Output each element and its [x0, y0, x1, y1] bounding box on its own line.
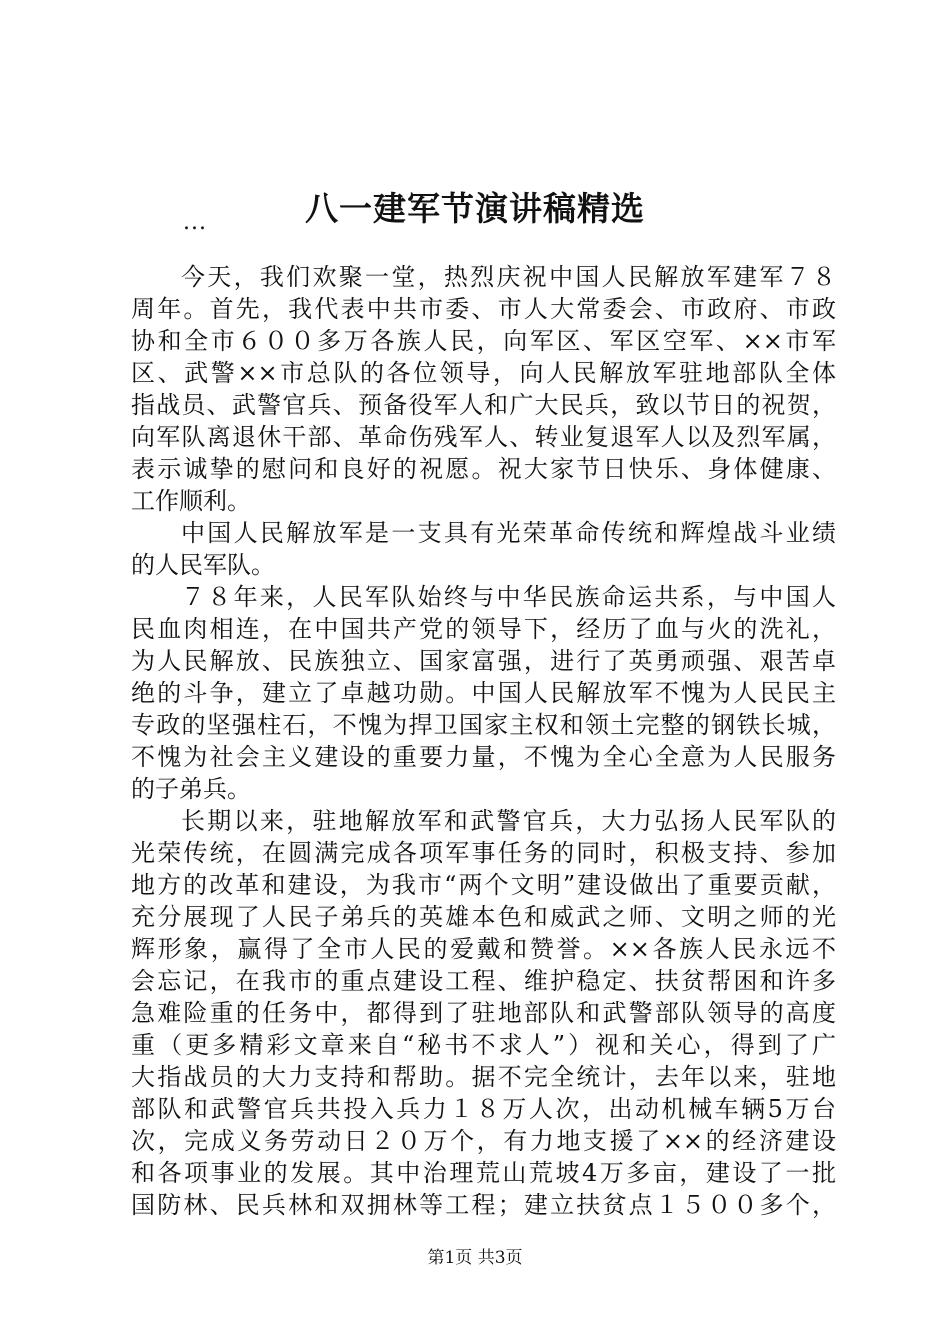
- text-line: 急难险重的任务中，都得到了驻地部队和武警部队领导的高度: [131, 999, 836, 1027]
- text-line: 和各项事业的发展。其中治理荒山荒坡4万多亩，建设了一批: [131, 1159, 836, 1187]
- text-line: 国防林、民兵林和双拥林等工程；建立扶贫点１５００多个，: [131, 1191, 836, 1219]
- text-line: 周年。首先，我代表中共市委、市人大常委会、市政府、市政: [131, 295, 836, 323]
- text-line: 为人民解放、民族独立、国家富强，进行了英勇顽强、艰苦卓: [131, 647, 836, 675]
- text-line: 长期以来，驻地解放军和武警官兵，大力弘扬人民军队的: [181, 807, 836, 835]
- text-line: 今天，我们欢聚一堂，热烈庆祝中国人民解放军建军７８: [181, 263, 836, 291]
- text-line: 绝的斗争，建立了卓越功勋。中国人民解放军不愧为人民民主: [131, 679, 836, 707]
- text-line: 向军队离退休干部、革命伤残军人、转业复退军人以及烈军属，: [131, 423, 836, 451]
- document-title: 八一建军节演讲稿精选: [305, 189, 645, 228]
- ellipsis-mark: ...: [183, 210, 207, 235]
- text-line: 的人民军队。: [131, 551, 275, 579]
- text-line: 表示诚挚的慰问和良好的祝愿。祝大家节日快乐、身体健康、: [131, 455, 836, 483]
- text-line: 的子弟兵。: [131, 775, 251, 803]
- text-line: 民血肉相连，在中国共产党的领导下，经历了血与火的洗礼，: [131, 615, 836, 643]
- document-body: [131, 261, 836, 1221]
- text-line: 区、武警××市总队的各位领导，向人民解放军驻地部队全体: [131, 359, 836, 387]
- page-footer: 第1页 共3页: [427, 1248, 523, 1268]
- text-line: 重（更多精彩文章来自“秘书不求人”）视和关心，得到了广: [131, 1031, 836, 1059]
- text-line: 协和全市６００多万各族人民，向军区、军区空军、××市军: [131, 327, 836, 355]
- text-line: 充分展现了人民子弟兵的英雄本色和威武之师、文明之师的光: [131, 903, 836, 931]
- text-line: 指战员、武警官兵、预备役军人和广大民兵，致以节日的祝贺，: [131, 391, 836, 419]
- text-line: 地方的改革和建设，为我市“两个文明”建设做出了重要贡献，: [131, 871, 836, 899]
- text-line: 会忘记，在我市的重点建设工程、维护稳定、扶贫帮困和许多: [131, 967, 836, 995]
- text-line: 工作顺利。: [131, 487, 251, 515]
- text-line: 大指战员的大力支持和帮助。据不完全统计，去年以来，驻地: [131, 1063, 836, 1091]
- text-line: 中国人民解放军是一支具有光荣革命传统和辉煌战斗业绩: [181, 519, 836, 547]
- text-line: 光荣传统，在圆满完成各项军事任务的同时，积极支持、参加: [131, 839, 836, 867]
- text-line: 次，完成义务劳动日２０万个，有力地支援了××的经济建设: [131, 1127, 836, 1155]
- text-line: 专政的坚强柱石，不愧为捍卫国家主权和领土完整的钢铁长城，: [131, 711, 836, 739]
- text-line: 部队和武警官兵共投入兵力１８万人次，出动机械车辆5万台: [131, 1095, 836, 1123]
- text-line: 辉形象，赢得了全市人民的爱戴和赞誉。××各族人民永远不: [131, 935, 836, 963]
- text-line: ７８年来，人民军队始终与中华民族命运共系，与中国人: [181, 583, 836, 611]
- text-line: 不愧为社会主义建设的重要力量，不愧为全心全意为人民服务: [131, 743, 836, 771]
